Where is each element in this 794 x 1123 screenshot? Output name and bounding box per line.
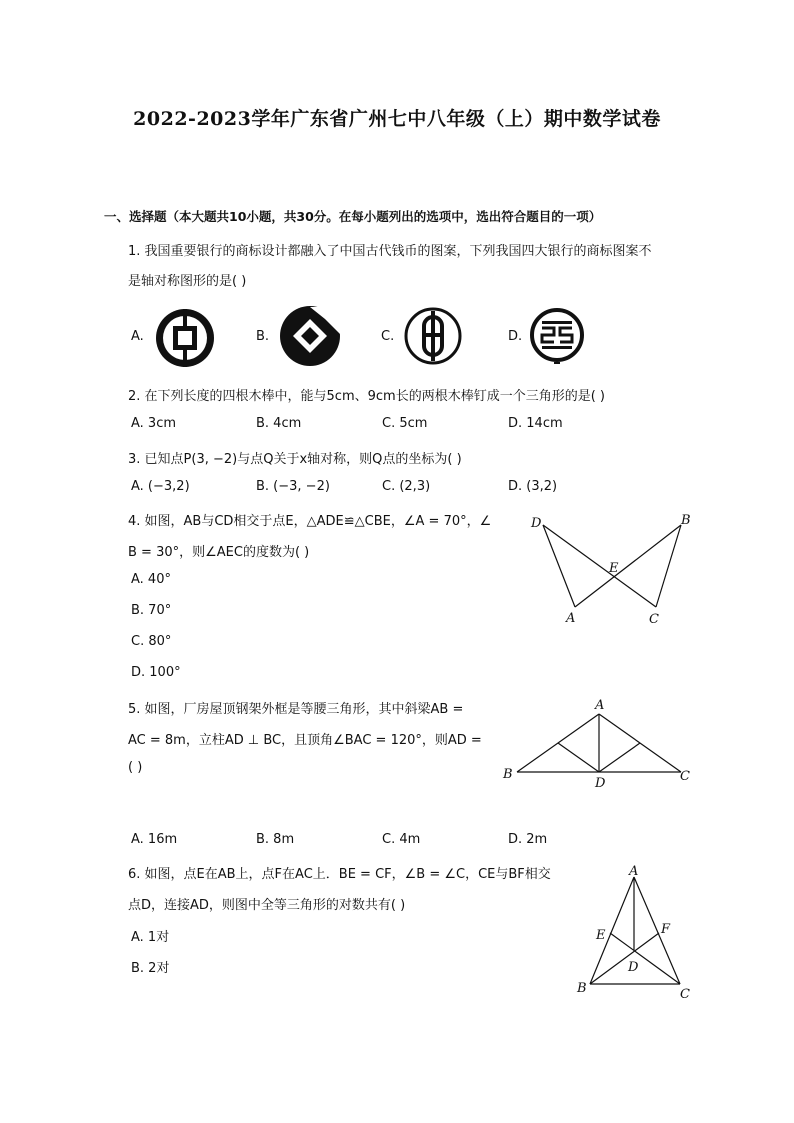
q2-option-b: B. 4cm — [256, 416, 302, 431]
q4-text-line2: B = 30°，则∠AEC的度数为( ) — [128, 545, 310, 560]
q4-option-c: C. 80° — [131, 634, 172, 649]
coin-logo-b-icon — [279, 305, 341, 367]
q4-label-e: E — [609, 561, 619, 576]
coin-logo-a-icon — [154, 307, 216, 369]
q6-label-e: E — [596, 928, 606, 943]
q4-label-a: A — [566, 611, 576, 626]
q3-option-c: C. (2,3) — [382, 479, 431, 494]
q5-text-line3: ( ) — [128, 760, 143, 775]
q5-label-a: A — [595, 698, 605, 713]
q1-text-line2: 是轴对称图形的是( ) — [128, 274, 247, 289]
q4-option-d: D. 100° — [131, 665, 181, 680]
q2-option-a: A. 3cm — [131, 416, 177, 431]
q1-option-d-label: D. — [508, 329, 523, 344]
q6-label-d: D — [628, 960, 639, 975]
q1-option-b-label: B. — [256, 329, 270, 344]
q3-option-a: A. (−3,2) — [131, 479, 190, 494]
q4-option-b: B. 70° — [131, 603, 172, 618]
q6-option-b: B. 2对 — [131, 961, 170, 976]
q1-text-line1: 1. 我国重要银行的商标设计都融入了中国古代钱币的图案，下列我国四大银行的商标图案不 — [128, 244, 652, 259]
q5-text-line2: AC = 8m，立柱AD ⊥ BC，且顶角∠BAC = 120°，则AD = — [128, 733, 482, 748]
coin-logo-c-icon — [404, 307, 462, 365]
coin-logo-d-icon — [530, 308, 584, 366]
q5-label-d: D — [595, 776, 606, 791]
q6-label-c: C — [680, 987, 690, 1002]
q1-option-c-label: C. — [381, 329, 395, 344]
q5-option-d: D. 2m — [508, 832, 548, 847]
q3-text-line1: 3. 已知点P(3, −2)与点Q关于x轴对称，则Q点的坐标为( ) — [128, 452, 462, 467]
q5-label-b: B — [503, 767, 513, 782]
q2-option-d: D. 14cm — [508, 416, 563, 431]
q6-label-b: B — [577, 981, 587, 996]
q4-figure — [528, 510, 698, 630]
q4-text-line1: 4. 如图，AB与CD相交于点E，△ADE≌△CBE，∠A = 70°，∠ — [128, 514, 492, 529]
q4-label-c: C — [649, 612, 659, 627]
q3-option-b: B. (−3, −2) — [256, 479, 330, 494]
q6-label-a: A — [629, 864, 639, 879]
q5-figure — [500, 696, 700, 796]
q2-option-c: C. 5cm — [382, 416, 428, 431]
section-heading: 一、选择题（本大题共10小题，共30分。在每小题列出的选项中，选出符合题目的一项） — [104, 209, 602, 224]
q2-text-line1: 2. 在下列长度的四根木棒中，能与5cm、9cm长的两根木棒钉成一个三角形的是( ) — [128, 389, 605, 404]
q1-option-a-label: A. — [131, 329, 144, 344]
q4-label-d: D — [531, 516, 542, 531]
q5-label-c: C — [680, 769, 690, 784]
q6-text-line1: 6. 如图，点E在AB上，点F在AC上．BE = CF，∠B = ∠C，CE与BF相交 — [128, 867, 551, 882]
page-title: 2022-2023学年广东省广州七中八年级（上）期中数学试卷 — [133, 108, 661, 130]
q5-text-line1: 5. 如图，厂房屋顶钢架外框是等腰三角形，其中斜梁AB = — [128, 702, 464, 717]
q6-label-f: F — [661, 922, 671, 937]
q6-text-line2: 点D，连接AD，则图中全等三角形的对数共有( ) — [128, 898, 406, 913]
q6-option-a: A. 1对 — [131, 930, 170, 945]
q5-option-b: B. 8m — [256, 832, 295, 847]
q4-label-b: B — [681, 513, 691, 528]
q5-option-c: C. 4m — [382, 832, 421, 847]
q3-option-d: D. (3,2) — [508, 479, 558, 494]
q5-option-a: A. 16m — [131, 832, 178, 847]
q6-figure — [572, 862, 702, 1002]
q4-option-a: A. 40° — [131, 572, 171, 587]
